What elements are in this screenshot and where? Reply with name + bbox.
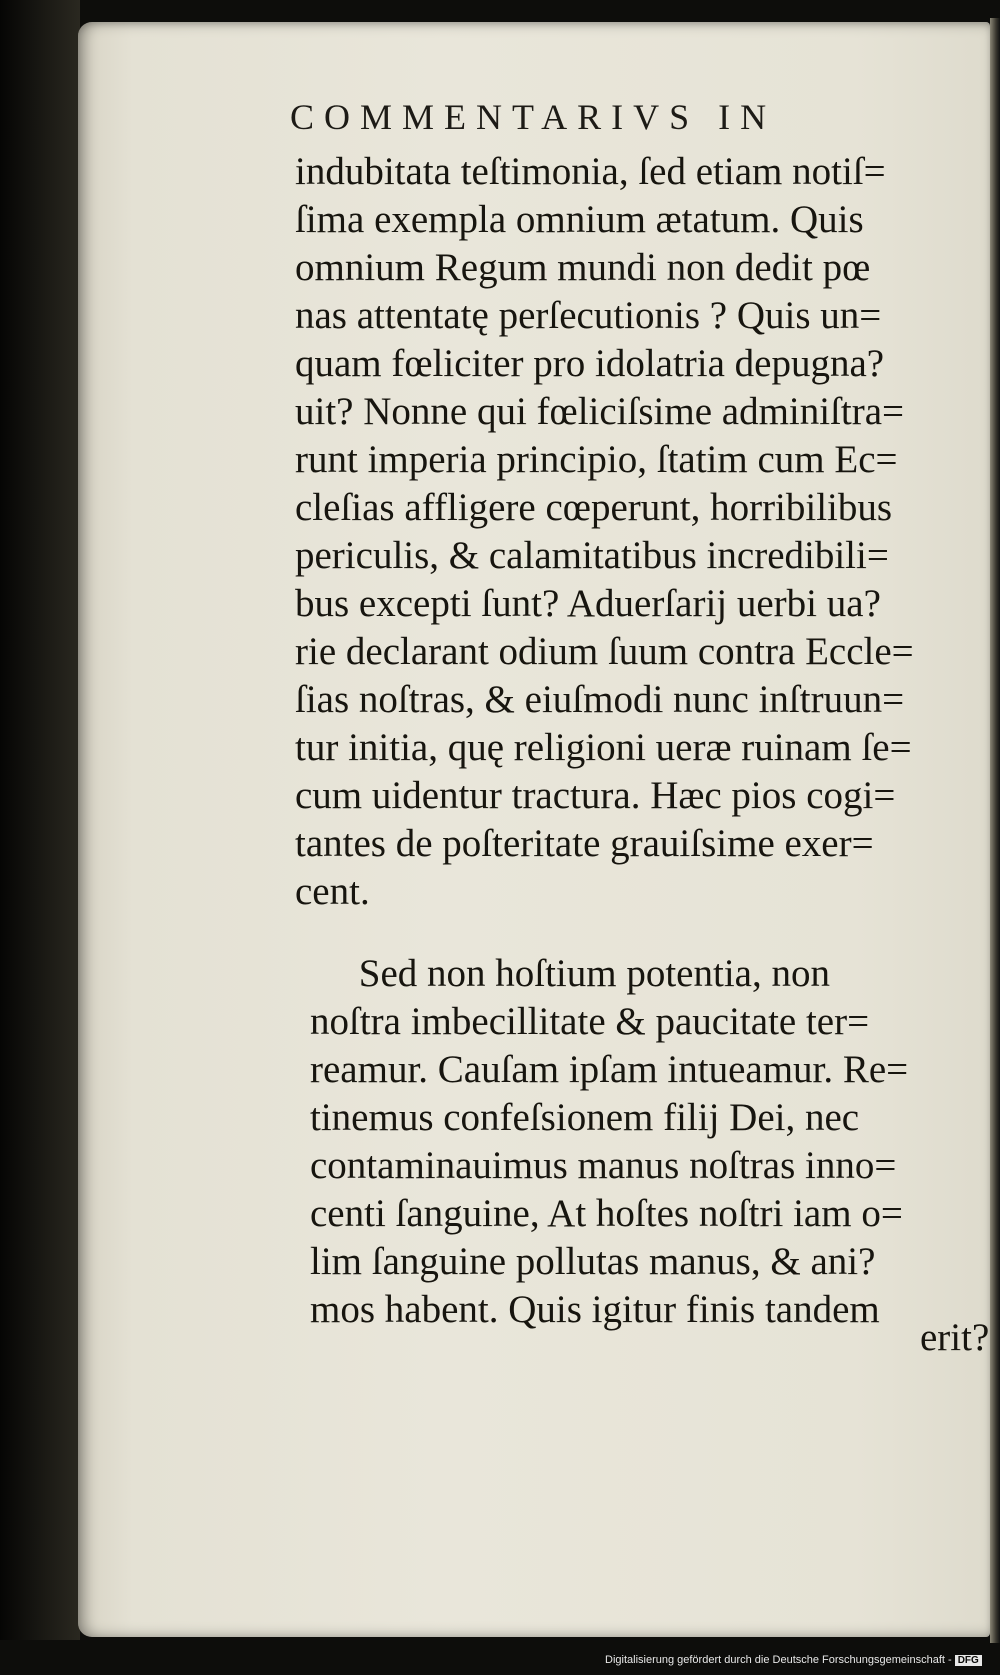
text-line: bus excepti ſunt? Aduerſarij uerbi ua?	[295, 582, 881, 625]
text-line: centi ſanguine, At hoſtes noſtri iam o=	[310, 1192, 903, 1235]
paragraph-1	[295, 148, 995, 916]
text-line: Sed non hoſtium potentia, non	[310, 952, 830, 995]
paragraph-2	[310, 950, 1000, 1334]
text-line: cleſias affligere cœperunt, horribilibus	[295, 486, 893, 529]
text-line: ſima exempla omnium ætatum. Quis	[295, 198, 864, 241]
text-line: periculis, & calamitatibus incredibili=	[295, 534, 889, 577]
book-spine-shadow	[0, 0, 80, 1640]
text-line: ſias noſtras, & eiuſmodi nunc inſtruun=	[295, 678, 905, 721]
text-line: runt imperia principio, ſtatim cum Ec=	[295, 438, 898, 481]
text-line: tinemus confeſsionem filij Dei, nec	[310, 1096, 860, 1139]
text-line: lim ſanguine pollutas manus, & ani?	[310, 1240, 876, 1283]
text-line: nas attentatę perſecutionis ? Quis un=	[295, 294, 882, 337]
text-line: uit? Nonne qui fœliciſsime adminiſtra=	[295, 390, 905, 433]
digitization-credit	[605, 1654, 982, 1666]
text-line: cent.	[295, 870, 370, 913]
text-line: omnium Regum mundi non dedit pœ	[295, 246, 871, 289]
catchword: erit?	[920, 1316, 990, 1359]
text-line: reamur. Cauſam ipſam intueamur. Re=	[310, 1048, 909, 1091]
text-line: noſtra imbecillitate & paucitate ter=	[310, 1000, 870, 1043]
text-line: tur initia, quę religioni ueræ ruinam ſe=	[295, 726, 912, 769]
credit-text: Digitalisierung gefördert durch die Deutsche Forschungsgemeinschaft -	[605, 1654, 952, 1666]
text-line: mos habent. Quis igitur finis tandem	[310, 1288, 880, 1331]
running-head: COMMENTARIVS IN	[290, 97, 777, 137]
dfg-logo: DFG	[955, 1655, 982, 1666]
text-line: rie declarant odium ſuum contra Eccle=	[295, 630, 914, 673]
text-line: cum uidentur tractura. Hæc pios cogi=	[295, 774, 896, 817]
text-line: indubitata teſtimonia, ſed etiam notiſ=	[295, 150, 886, 193]
text-line: quam fœliciter pro idolatria depugna?	[295, 342, 885, 385]
text-line: contaminauimus manus noſtras inno=	[310, 1144, 897, 1187]
text-line: tantes de poſteritate grauiſsime exer=	[295, 822, 874, 865]
